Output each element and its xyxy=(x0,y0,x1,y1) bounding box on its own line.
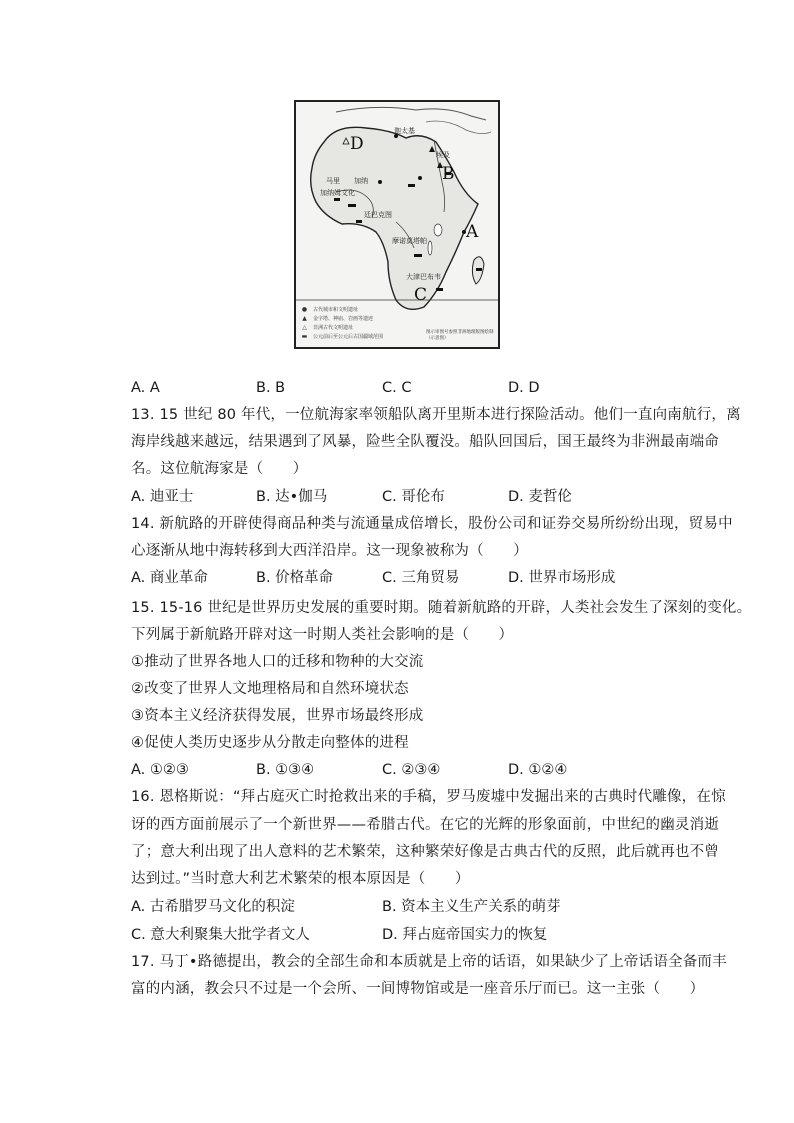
q15-text-line: 下列属于新航路开辟对这一时期人类社会影响的是（ ） xyxy=(131,627,514,643)
q12-option-d[interactable]: D. D xyxy=(508,380,540,396)
q15-options xyxy=(131,760,691,780)
legend-item: ● 古代城市和文明遗址 xyxy=(301,306,359,313)
map-label-b: B xyxy=(442,164,455,184)
q16-option-c[interactable]: C. 意大利聚集大批学者文人 xyxy=(131,927,310,943)
q15-option-c[interactable]: C. ②③④ xyxy=(382,762,441,778)
q15-statement-1: ①推动了世界各地人口的迁移和物种的大交流 xyxy=(131,654,424,670)
map-place-ghana: 加纳 xyxy=(354,177,368,185)
q15-statement-3: ③资本主义经济获得发展，世界市场最终形成 xyxy=(131,708,424,724)
map-label-d: D xyxy=(350,134,364,154)
map-place-timbuktu: 廷巴克图 xyxy=(364,211,392,219)
q15-option-d[interactable]: D. ①②④ xyxy=(508,762,568,778)
q16-option-b[interactable]: B. 资本主义生产关系的萌芽 xyxy=(382,899,561,915)
q13-text-line: 13. 15 世纪 80 年代，一位航海家率领船队离开里斯本进行探险活动。他们一直向南航行，离 xyxy=(131,407,741,423)
q17-text-line: 17. 马丁•路德提出，教会的全部生命和本质就是上帝的话语，如果缺少了上帝话语全备而丰 xyxy=(131,954,727,970)
q12-option-b[interactable]: B. B xyxy=(256,380,286,396)
q16-option-d[interactable]: D. 拜占庭帝国实力的恢复 xyxy=(382,927,548,943)
q16-text-line: 了；意大利出现了出人意料的艺术繁荣，这种繁荣好像是古典古代的反照，此后就再也不曾 xyxy=(131,844,719,860)
map-place-culture: 加纳姆文化 xyxy=(320,189,355,197)
map-place-monomotapa: 摩诺莫塔帕 xyxy=(392,237,427,245)
q15-statement-2: ②改变了世界人文地理格局和自然环境状态 xyxy=(131,681,409,697)
q14-text-line: 14. 新航路的开辟使得商品种类与流通量成倍增长，股份公司和证券交易所纷纷出现，贸易中 xyxy=(131,516,733,532)
q14-option-c[interactable]: C. 三角贸易 xyxy=(382,570,460,586)
q16-options-row1 xyxy=(131,897,691,917)
q13-option-c[interactable]: C. 哥伦布 xyxy=(382,489,445,505)
map-label-a: A xyxy=(466,222,479,242)
q13-option-a[interactable]: A. 迪亚士 xyxy=(131,489,194,505)
map-place-mali: 马里 xyxy=(326,177,340,185)
q13-option-d[interactable]: D. 麦哲伦 xyxy=(508,489,572,505)
legend-item: ▬ 公元前后至公元后古国疆域范围 xyxy=(301,333,384,340)
q16-text-line: 达到过。”当时意大利艺术繁荣的根本原因是（ ） xyxy=(131,871,470,887)
q12-option-c[interactable]: C. C xyxy=(382,380,412,396)
q13-text-line: 海岸线越来越远，结果遇到了风暴，险些全队覆没。船队回国后，国王最终为非洲最南端命 xyxy=(131,434,719,450)
q15-text-line: 15. 15-16 世纪是世界历史发展的重要时期。随着新航路的开辟，人类社会发生了深刻的变化。 xyxy=(131,600,752,616)
q16-option-a[interactable]: A. 古希腊罗马文化的积淀 xyxy=(131,899,295,915)
q14-option-d[interactable]: D. 世界市场形成 xyxy=(508,570,616,586)
q14-option-a[interactable]: A. 商业革命 xyxy=(131,570,208,586)
q12-options xyxy=(131,378,691,398)
legend-item: △ 非洲古代文明遗址 xyxy=(302,324,354,331)
q14-text-line: 心逐渐从地中海转移到大西洋沿岸。这一现象被称为（ ） xyxy=(131,543,528,559)
q16-options-row2 xyxy=(131,925,691,945)
map-note: 图示审图号参照非洲地理版图绘制（示意图） xyxy=(426,330,494,341)
q14-options xyxy=(131,568,691,588)
legend-item: ▲ 金字塔、神庙、岩画等遗迹 xyxy=(302,315,374,322)
map-place-egypt: 埃及 xyxy=(436,151,450,159)
q16-text-line: 讶的西方面前展示了一个新世界——希腊古代。在它的光辉的形象面前，中世纪的幽灵消逝 xyxy=(131,817,719,833)
q13-text-line: 名。这位航海家是（ ） xyxy=(131,461,308,477)
q13-option-b[interactable]: B. 达•伽马 xyxy=(256,489,328,505)
q14-option-b[interactable]: B. 价格革命 xyxy=(256,570,334,586)
q16-text-line: 16. 恩格斯说：“拜占庭灭亡时抢救出来的手稿，罗马废墟中发掘出来的古典时代雕像，在惊 xyxy=(131,789,726,805)
q17-text-line: 富的内涵，教会只不过是一个会所、一间博物馆或是一座音乐厅而已。这一主张（ ） xyxy=(131,981,705,997)
q15-option-b[interactable]: B. ①③④ xyxy=(256,762,315,778)
q15-statement-4: ④促使人类历史逐步从分散走向整体的进程 xyxy=(131,735,409,751)
map-place-zimbabwe: 大津巴布韦 xyxy=(406,273,441,281)
africa-map-figure xyxy=(294,100,500,349)
q12-option-a[interactable]: A. A xyxy=(131,380,160,396)
q15-option-a[interactable]: A. ①②③ xyxy=(131,762,189,778)
q13-options xyxy=(131,487,691,507)
map-label-c: C xyxy=(414,285,428,305)
map-place-carthage: 迦太基 xyxy=(394,127,415,135)
